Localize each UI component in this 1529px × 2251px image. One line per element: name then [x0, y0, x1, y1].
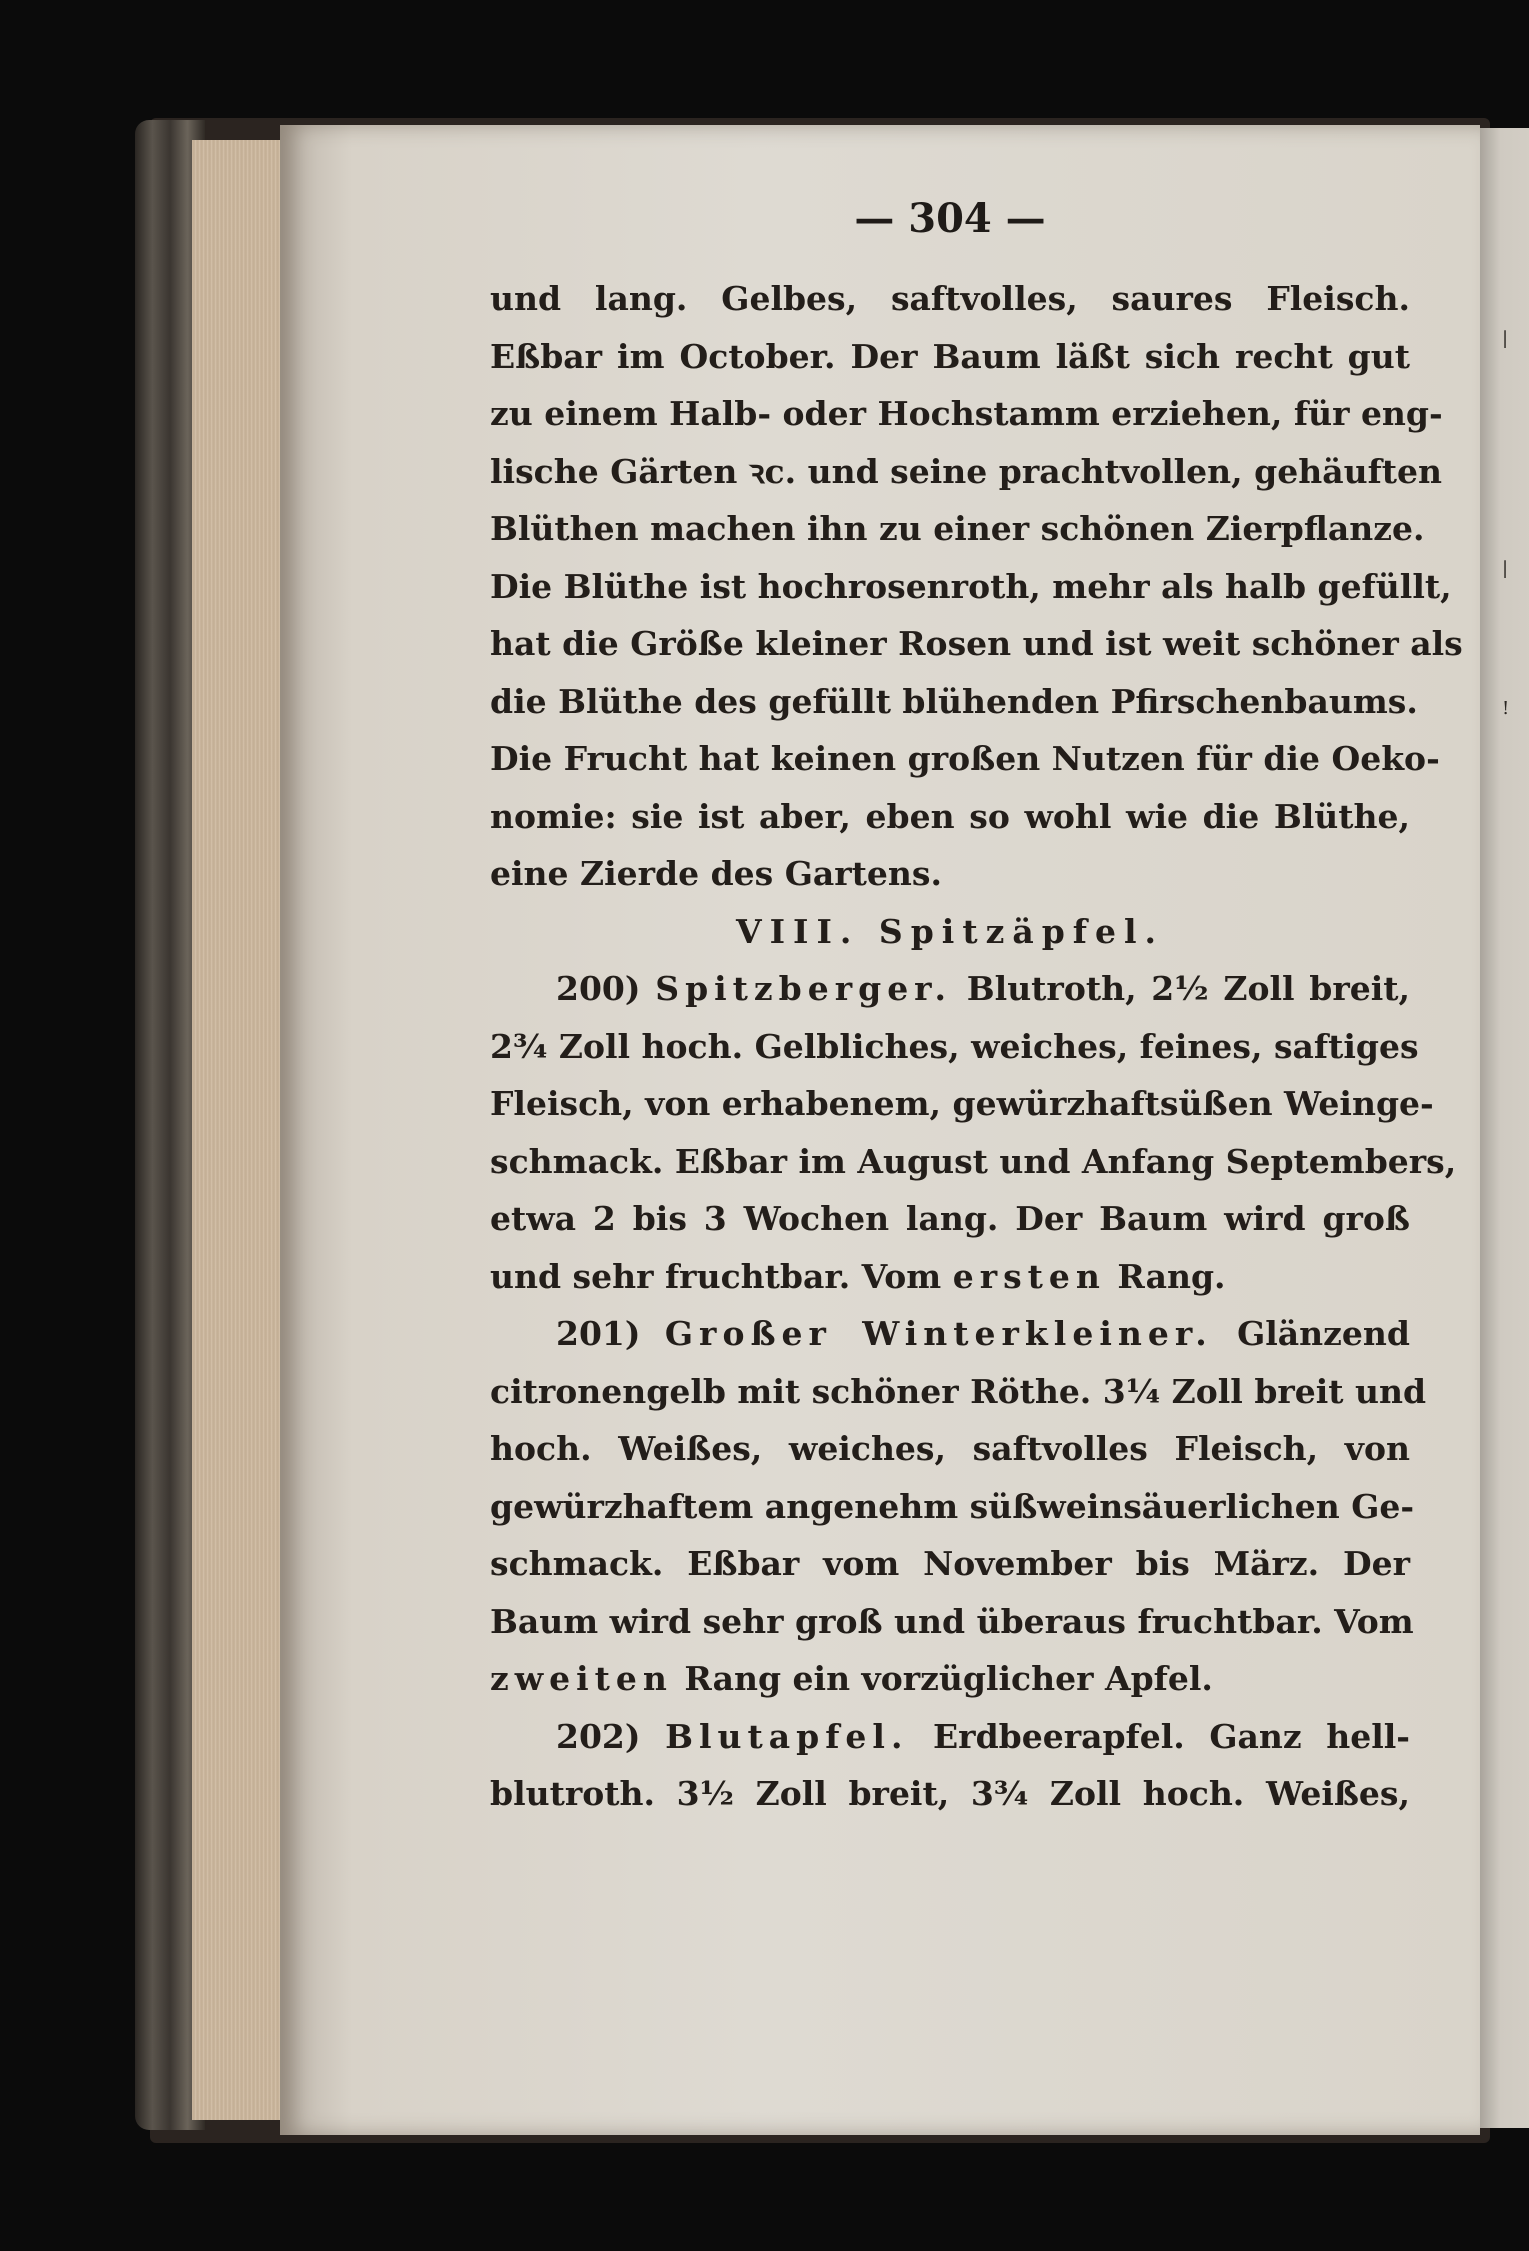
text-line: etwa 2 bis 3 Wochen lang. Der Baum wird groß [490, 1199, 1410, 1238]
text-line: die Blüthe des gefüllt blühenden Pfirschenbaums. [490, 681, 1418, 721]
text-line: hat die Größe kleiner Rosen und ist weit schöner als [490, 624, 1463, 663]
text-line: schmack. Eßbar vom November bis März. Der [490, 1544, 1410, 1583]
entry-201-first-line [490, 1305, 1410, 1363]
text-line: Baum wird sehr groß und überaus fruchtbar. Vom [490, 1601, 1414, 1641]
entry-text: Blutroth, 2½ Zoll breit, [966, 969, 1410, 1008]
text-line: blutroth. 3½ Zoll breit, 3¾ Zoll hoch. Weißes, [490, 1774, 1410, 1813]
text-line: Die Blüthe ist hochrosenroth, mehr als halb gefüllt, [490, 566, 1452, 606]
variety-name: Großer Winterkleiner. [664, 1314, 1213, 1353]
text-line: schmack. Eßbar im August und Anfang Septembers, [490, 1141, 1457, 1181]
text-line: zu einem Halb- oder Hochstamm erziehen, für eng- [490, 394, 1443, 433]
variety-name: Spitzberger. [655, 969, 953, 1008]
entry-200-last-line [490, 1248, 1410, 1306]
page-edges [192, 140, 292, 2120]
text-line: Fleisch, von erhabenem, gewürzhaftsüßen Weinge- [490, 1084, 1434, 1123]
text-line: Blüthen machen ihn zu einer schönen Zierpflanze. [490, 509, 1425, 548]
entry-201-last-line [490, 1650, 1410, 1708]
entry-text: Rang. [1117, 1256, 1226, 1296]
text-line: gewürzhaftem angenehm süßweinsäuerlichen Ge- [490, 1486, 1415, 1526]
text-line: hoch. Weißes, weiches, saftvolles Fleisch, von [490, 1429, 1410, 1468]
page-header: — 304 — [854, 195, 1046, 242]
entry-text: und sehr fruchtbar. Vom [490, 1256, 942, 1296]
text-line: citronengelb mit schöner Röthe. 3¼ Zoll breit und [490, 1371, 1427, 1411]
page-number: 304 [908, 195, 992, 242]
entry-text: Glänzend [1237, 1314, 1410, 1353]
spaced-word: zweiten [490, 1659, 673, 1698]
entry-200-first-line [490, 960, 1410, 1018]
text-line: Die Frucht hat keinen großen Nutzen für die Oeko- [490, 739, 1440, 778]
facing-page-edge [1478, 128, 1529, 2128]
facing-page-mark: ! [1502, 698, 1510, 719]
text-line: und lang. Gelbes, saftvolles, saures Fleisch. [490, 279, 1410, 318]
spaced-word: ersten [952, 1256, 1106, 1296]
text-line: eine Zierde des Gartens. [490, 854, 942, 893]
entry-number: 202) [556, 1716, 641, 1756]
text-line: nomie: sie ist aber, eben so wohl wie die Blüthe, [490, 796, 1410, 836]
text-line: lische Gärten ꝛc. und seine prachtvollen, gehäuften [490, 451, 1443, 491]
variety-name: Blutapfel. [665, 1716, 909, 1756]
facing-page-mark: | [1502, 558, 1509, 579]
page-text [490, 270, 1463, 1823]
section-heading: VIII. Spitzäpfel. [736, 911, 1164, 951]
entry-number: 200) [556, 969, 641, 1008]
entry-text: Erdbeerapfel. Ganz hell- [933, 1716, 1410, 1756]
entry-text: Rang ein vorzüglicher Apfel. [684, 1659, 1213, 1698]
entry-202-first-line [490, 1708, 1410, 1766]
text-line: 2¾ Zoll hoch. Gelbliches, weiches, feines, saftiges [490, 1026, 1419, 1066]
text-line: Eßbar im October. Der Baum läßt sich recht gut [490, 336, 1410, 376]
entry-number: 201) [556, 1314, 641, 1353]
facing-page-mark: | [1502, 328, 1509, 349]
